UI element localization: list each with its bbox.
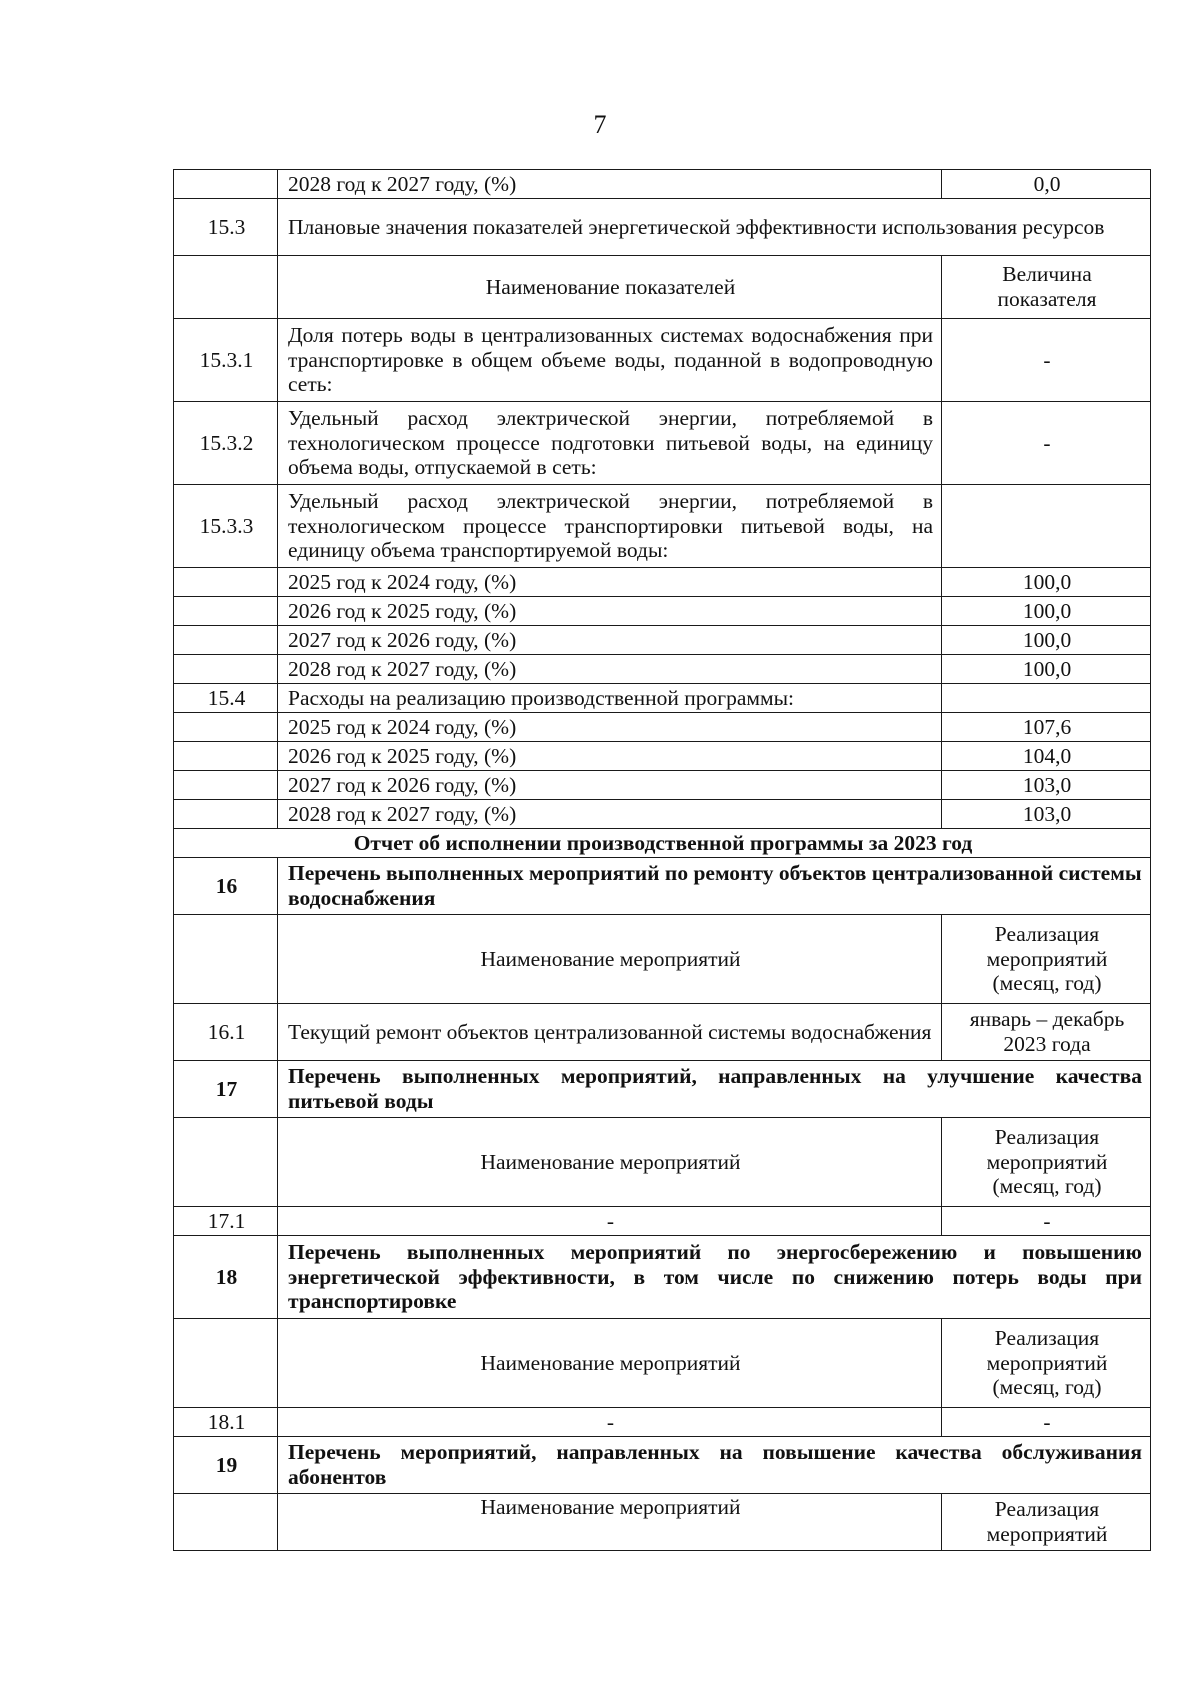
row-number	[174, 1494, 278, 1551]
section-row	[174, 858, 1151, 915]
row-number	[174, 1319, 278, 1408]
row-number	[174, 713, 278, 742]
column-header-name: Наименование мероприятий	[278, 1494, 942, 1551]
table-row	[174, 655, 1151, 684]
table-row	[174, 626, 1151, 655]
row-name: 2028 год к 2027 году, (%)	[278, 170, 942, 199]
row-number: 15.3.3	[174, 485, 278, 568]
row-name: 2027 год к 2026 году, (%)	[278, 626, 942, 655]
row-name: Удельный расход электрической энергии, потребляемой в технологическом процессе подготовки питьевой воды, на единицу объема воды, отпускаемой в сеть:	[278, 402, 942, 485]
row-name: 2028 год к 2027 году, (%)	[278, 800, 942, 829]
row-number: 18	[174, 1236, 278, 1319]
row-value: 100,0	[942, 626, 1151, 655]
column-header-name: Наименование мероприятий	[278, 915, 942, 1004]
row-number	[174, 170, 278, 199]
row-name: 2028 год к 2027 году, (%)	[278, 655, 942, 684]
row-value: 103,0	[942, 800, 1151, 829]
row-name: 2026 год к 2025 году, (%)	[278, 742, 942, 771]
header-row	[174, 1319, 1151, 1408]
table-row	[174, 568, 1151, 597]
row-number: 18.1	[174, 1408, 278, 1437]
table-row	[174, 1004, 1151, 1061]
row-value: 107,6	[942, 713, 1151, 742]
row-value	[942, 485, 1151, 568]
row-value	[942, 684, 1151, 713]
section-title: Плановые значения показателей энергетической эффективности использования ресурсов	[278, 199, 1151, 256]
table-row	[174, 742, 1151, 771]
row-value: январь – декабрь 2023 года	[942, 1004, 1151, 1061]
column-header-value: Реализация мероприятий (месяц, год)	[942, 1118, 1151, 1207]
column-header-name: Наименование мероприятий	[278, 1118, 942, 1207]
table-row	[174, 402, 1151, 485]
section-row	[174, 199, 1151, 256]
header-row	[174, 1494, 1151, 1551]
table-row	[174, 713, 1151, 742]
column-header-value: Реализация мероприятий	[942, 1494, 1151, 1551]
row-name: 2025 год к 2024 году, (%)	[278, 713, 942, 742]
page-number: 7	[593, 110, 607, 139]
row-value: 103,0	[942, 771, 1151, 800]
section-title: Перечень мероприятий, направленных на повышение качества обслуживания абонентов	[278, 1437, 1151, 1494]
section-title: Перечень выполненных мероприятий по энергосбережению и повышению энергетической эффективности, в том числе по снижению потерь воды при транспортировке	[278, 1236, 1151, 1319]
row-number: 15.3.2	[174, 402, 278, 485]
row-value: -	[942, 1207, 1151, 1236]
column-header-value: Реализация мероприятий (месяц, год)	[942, 1319, 1151, 1408]
row-value: 104,0	[942, 742, 1151, 771]
header-row	[174, 256, 1151, 319]
row-number	[174, 1118, 278, 1207]
row-number	[174, 626, 278, 655]
section-row	[174, 1236, 1151, 1319]
section-row	[174, 1061, 1151, 1118]
row-name: 2026 год к 2025 году, (%)	[278, 597, 942, 626]
row-number: 17.1	[174, 1207, 278, 1236]
table-row	[174, 684, 1151, 713]
column-header-value: Величина показателя	[942, 256, 1151, 319]
header-row	[174, 915, 1151, 1004]
table-row	[174, 597, 1151, 626]
row-name: Текущий ремонт объектов централизованной системы водоснабжения	[278, 1004, 942, 1061]
table-row	[174, 170, 1151, 199]
row-value: 100,0	[942, 568, 1151, 597]
row-number: 15.3.1	[174, 319, 278, 402]
column-header-value: Реализация мероприятий (месяц, год)	[942, 915, 1151, 1004]
report-title-row	[174, 829, 1151, 858]
row-number	[174, 915, 278, 1004]
table-row	[174, 1408, 1151, 1437]
report-title: Отчет об исполнении производственной программы за 2023 год	[174, 829, 1151, 858]
row-name: 2027 год к 2026 году, (%)	[278, 771, 942, 800]
section-title: Перечень выполненных мероприятий по ремонту объектов централизованной системы водоснабжения	[278, 858, 1151, 915]
column-header-name: Наименование мероприятий	[278, 1319, 942, 1408]
row-value: -	[942, 319, 1151, 402]
row-value: -	[942, 1408, 1151, 1437]
row-number: 17	[174, 1061, 278, 1118]
row-number	[174, 256, 278, 319]
row-number: 16	[174, 858, 278, 915]
program-table	[173, 169, 1151, 1551]
table-row	[174, 485, 1151, 568]
header-row	[174, 1118, 1151, 1207]
table-row	[174, 800, 1151, 829]
section-title: Перечень выполненных мероприятий, направленных на улучшение качества питьевой воды	[278, 1061, 1151, 1118]
row-value: 100,0	[942, 597, 1151, 626]
row-number	[174, 568, 278, 597]
row-name: 2025 год к 2024 году, (%)	[278, 568, 942, 597]
row-number: 15.4	[174, 684, 278, 713]
row-name: -	[278, 1207, 942, 1236]
row-name: Расходы на реализацию производственной программы:	[278, 684, 942, 713]
row-number	[174, 771, 278, 800]
row-value: 100,0	[942, 655, 1151, 684]
table-row	[174, 771, 1151, 800]
row-number	[174, 800, 278, 829]
row-number: 16.1	[174, 1004, 278, 1061]
row-number	[174, 655, 278, 684]
column-header-name: Наименование показателей	[278, 256, 942, 319]
row-number: 15.3	[174, 199, 278, 256]
row-number	[174, 597, 278, 626]
section-row	[174, 1437, 1151, 1494]
row-name: -	[278, 1408, 942, 1437]
row-number	[174, 742, 278, 771]
row-value: -	[942, 402, 1151, 485]
row-name: Удельный расход электрической энергии, потребляемой в технологическом процессе транспортировки питьевой воды, на единицу объема транспортируемой воды:	[278, 485, 942, 568]
table-row	[174, 319, 1151, 402]
row-name: Доля потерь воды в централизованных системах водоснабжения при транспортировке в общем объеме воды, поданной в водопроводную сеть:	[278, 319, 942, 402]
table-row	[174, 1207, 1151, 1236]
row-number: 19	[174, 1437, 278, 1494]
row-value: 0,0	[942, 170, 1151, 199]
